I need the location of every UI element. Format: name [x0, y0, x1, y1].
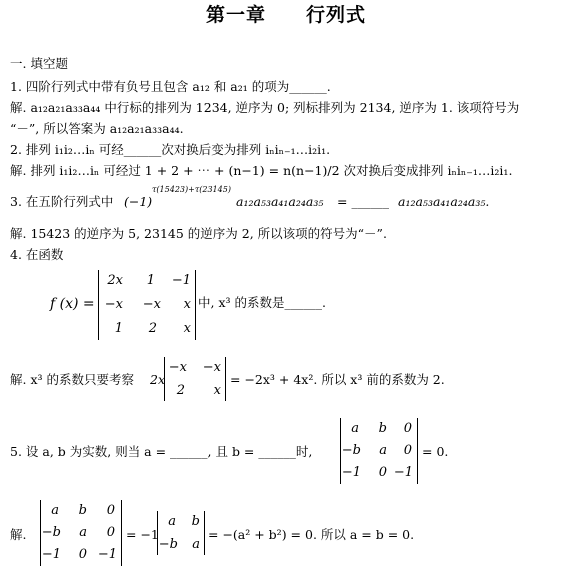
solution-4-factor: 2x: [150, 372, 166, 387]
matrix-cell: 2: [148, 321, 157, 336]
matrix-cell: 0: [403, 443, 412, 458]
matrix-cell: 0: [106, 503, 115, 518]
matrix-cell: −x: [168, 360, 187, 375]
section-heading: 一. 填空题: [10, 56, 68, 71]
solution-5-label: 解.: [10, 527, 27, 542]
solution-1-line-2: “－”, 所以答案为 a₁₂a₂₁a₃₃a₄₄.: [10, 121, 184, 136]
solution-4-label: 解. x³ 的系数只要考察: [10, 372, 134, 387]
question-2: 2. 排列 i₁i₂…iₙ 可经______次对换后变为排列 iₙiₙ₋₁…i₂i₁.: [10, 142, 331, 157]
matrix-cell: b: [191, 514, 200, 529]
matrix-cell: −x: [202, 360, 221, 375]
matrix-cell: 1: [114, 321, 123, 336]
matrix-cell: a: [79, 525, 87, 540]
matrix-cell: 0: [378, 465, 387, 480]
matrix-cell: a: [379, 443, 387, 458]
solution-5-text: = −(a² + b²) = 0. 所以 a = b = 0.: [208, 527, 415, 542]
matrix-cell: −b: [41, 525, 61, 540]
function-fx: f (x) =: [50, 296, 95, 312]
matrix-cell: a: [51, 503, 59, 518]
question-3-rhs: a₁₂a₅₃a₄₁a₂₄a₃₅.: [398, 194, 490, 209]
solution-5-mid: = −1: [126, 527, 159, 542]
matrix-cell: a: [168, 514, 176, 529]
question-3-label: 3. 在五阶行列式中: [10, 194, 114, 209]
matrix-cell: 1: [146, 273, 155, 288]
matrix-cell: 0: [78, 547, 87, 562]
matrix-cell: x: [183, 321, 191, 336]
question-3-sign: (−1): [124, 194, 153, 209]
question-3-product: a₁₂a₅₃a₄₁a₂₄a₃₅: [236, 194, 324, 209]
matrix-cell: b: [378, 421, 387, 436]
determinant-s4: [164, 357, 226, 401]
solution-4-text: = −2x³ + 4x². 所以 x³ 前的系数为 2.: [230, 372, 445, 387]
matrix-cell: −x: [142, 297, 161, 312]
matrix-cell: a: [192, 537, 200, 552]
determinant-s5-3x3: [40, 500, 122, 566]
question-5-eq: = 0.: [422, 444, 449, 459]
matrix-cell: x: [213, 383, 221, 398]
determinant-q4: [98, 270, 196, 340]
matrix-cell: −1: [393, 465, 413, 480]
question-4-text: 中, x³ 的系数是______.: [198, 295, 326, 310]
matrix-cell: 2x: [107, 273, 123, 288]
matrix-cell: −1: [97, 547, 117, 562]
matrix-cell: a: [351, 421, 359, 436]
question-4-label: 4. 在函数: [10, 247, 64, 262]
question-5-text: 5. 设 a, b 为实数, 则当 a = ______, 且 b = ______时,: [10, 444, 313, 459]
chapter-label: 第一章: [206, 4, 267, 26]
matrix-cell: 0: [403, 421, 412, 436]
solution-1-line-1: 解. a₁₂a₂₁a₃₃a₄₄ 中行标的排列为 1234, 逆序为 0; 列标排列为 2134, 逆序为 1. 该项符号为: [10, 100, 520, 115]
question-1: 1. 四阶行列式中带有负号且包含 a₁₂ 和 a₂₁ 的项为______.: [10, 79, 331, 94]
determinant-s5-2x2: [157, 511, 205, 555]
matrix-cell: 2: [176, 383, 185, 398]
matrix-cell: −b: [341, 443, 361, 458]
matrix-cell: −x: [104, 297, 123, 312]
determinant-q5: [340, 418, 418, 484]
question-3-blank: = ______: [337, 194, 389, 209]
solution-3: 解. 15423 的逆序为 5, 23145 的逆序为 2, 所以该项的符号为“－”.: [10, 226, 387, 241]
matrix-cell: 0: [106, 525, 115, 540]
page-title: 行列式: [306, 4, 367, 26]
matrix-cell: −1: [171, 273, 191, 288]
matrix-cell: −1: [41, 547, 61, 562]
matrix-cell: b: [78, 503, 87, 518]
question-3-exponent: τ(15423)+τ(23145): [152, 185, 231, 194]
solution-2: 解. 排列 i₁i₂…iₙ 可经过 1 + 2 + ⋯ + (n−1) = n(n−1)/2 次对换后变成排列 iₙiₙ₋₁…i₂i₁.: [10, 163, 513, 178]
matrix-cell: x: [183, 297, 191, 312]
matrix-cell: −1: [341, 465, 361, 480]
matrix-cell: −b: [158, 537, 178, 552]
